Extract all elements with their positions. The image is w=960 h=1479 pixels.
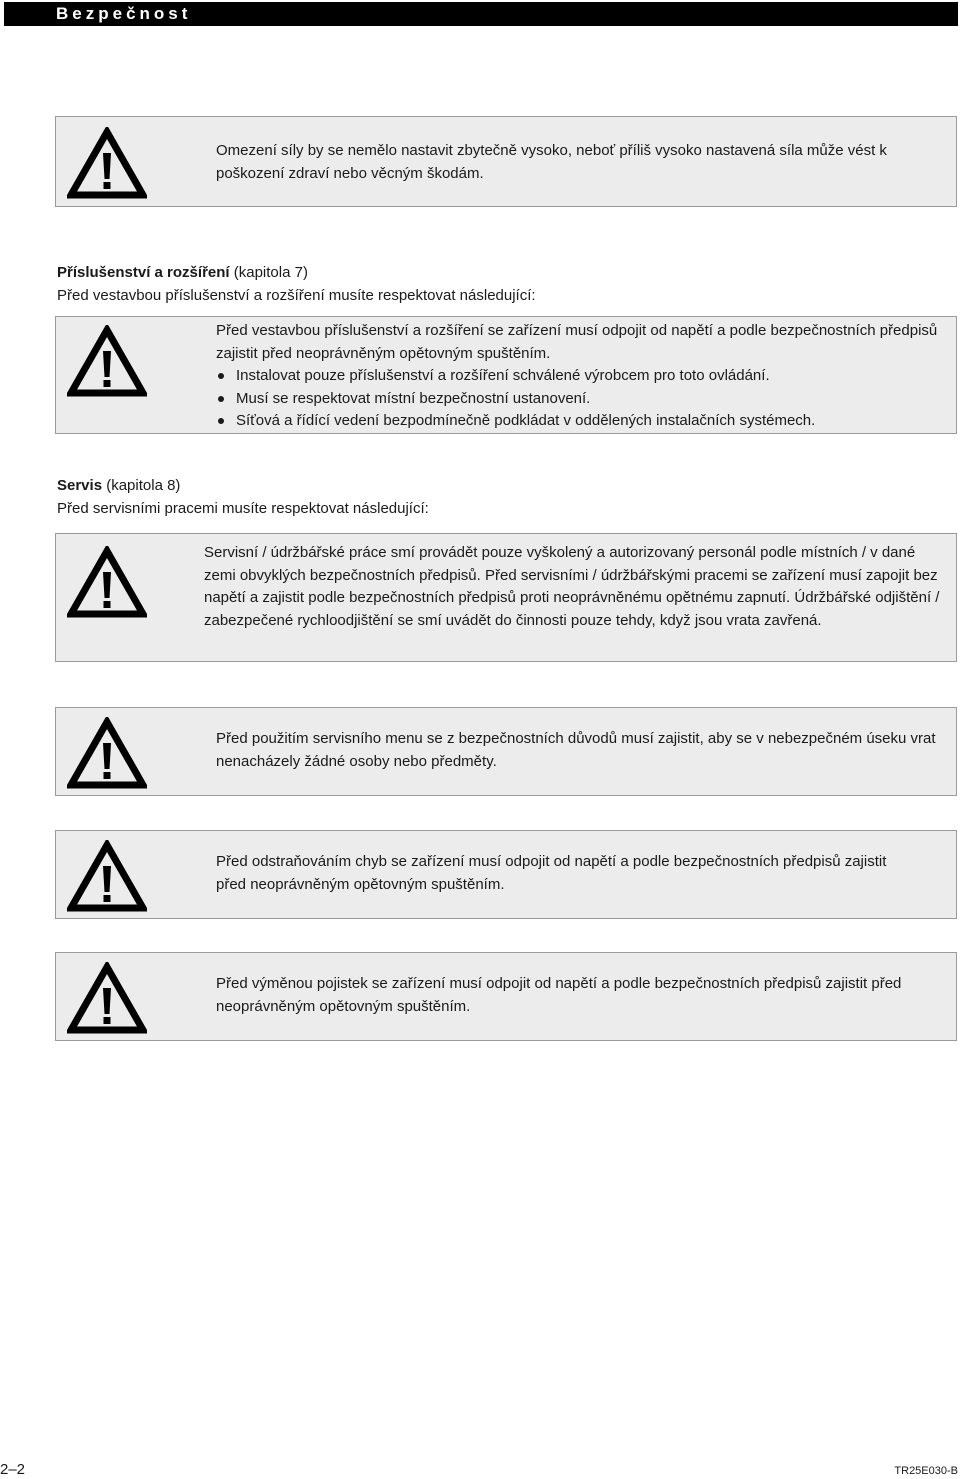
warning-box-accessories (55, 316, 957, 434)
warning-triangle-icon (67, 962, 147, 1034)
warning-triangle-icon (67, 546, 147, 618)
warning-triangle-icon (67, 717, 147, 789)
warning-box-troubleshooting (55, 830, 957, 919)
warning-text: Před odstraňováním chyb se zařízení musí odpojit od napětí a podle bezpečnostních předpisů zajistit před neoprávněným opětovným spuštěním. (216, 853, 887, 893)
header-bar (4, 2, 958, 26)
section-accessories-intro: Před vestavbou příslušenství a rozšíření musíte respektovat následující: (57, 287, 536, 304)
warning-text: Před použitím servisního menu se z bezpečnostních důvodů musí zajistit, aby se v nebezpečném úseku vrat nenacházely žádné osoby nebo předměty. (216, 730, 936, 770)
list-item: Síťová a řídící vedení bezpodmínečně podkládat v oddělených instalačních systémech. (216, 410, 946, 433)
section-ref: (kapitola 7) (233, 264, 308, 281)
warning-box-fuses (55, 952, 957, 1041)
warning-triangle-icon (67, 840, 147, 912)
warning-text: Omezení síly by se nemělo nastavit zbytečně vysoko, neboť příliš vysoko nastavená síla může vést k poškození zdraví nebo věcným škodám. (216, 142, 887, 182)
bullet-list (216, 365, 946, 433)
page-title: Bezpečnost (56, 4, 192, 23)
warning-triangle-icon (67, 127, 147, 199)
list-item: Instalovat pouze příslušenství a rozšíření schválené výrobcem pro toto ovládání. (216, 365, 946, 388)
section-accessories-heading (57, 262, 308, 285)
warning-text: Servisní / údržbářské práce smí provádět pouze vyškolený a autorizovaný personál podle místních / v dané zemi obvyklých bezpečnostních předpisů. Před servisními / údržbářskými pracemi se zařízení musí zapojit bez napětí a zajistit podle bezpečnostních předpisů proti neoprávněnému opětnému zapnutí. Údržbářské odjištění / zabezpečené rychloodjištění se smí uvádět do činnosti pouze tehdy, když jsou vrata zavřená. (204, 544, 940, 629)
warning-triangle-icon (67, 325, 147, 397)
section-title: Příslušenství a rozšíření (57, 264, 230, 281)
section-service-heading (57, 475, 180, 498)
document-code: TR25E030-B (894, 1465, 958, 1477)
page-number: 2–2 (0, 1461, 26, 1478)
section-title: Servis (57, 477, 103, 494)
list-item: Musí se respektovat místní bezpečnostní ustanovení. (216, 388, 946, 411)
section-service-intro: Před servisními pracemi musíte respektovat následující: (57, 500, 429, 517)
section-ref: (kapitola 8) (106, 477, 181, 494)
warning-box-service-menu (55, 707, 957, 796)
warning-box-service (55, 533, 957, 662)
warning-text: Před vestavbou příslušenství a rozšíření se zařízení musí odpojit od napětí a podle bezpečnostních předpisů zajistit před neoprávněným opětovným spuštěním. (216, 322, 938, 362)
warning-text: Před výměnou pojistek se zařízení musí odpojit od napětí a podle bezpečnostních předpisů zajistit před neoprávněným opětovným spuštěním. (216, 975, 902, 1015)
warning-box-force-limit (55, 116, 957, 207)
